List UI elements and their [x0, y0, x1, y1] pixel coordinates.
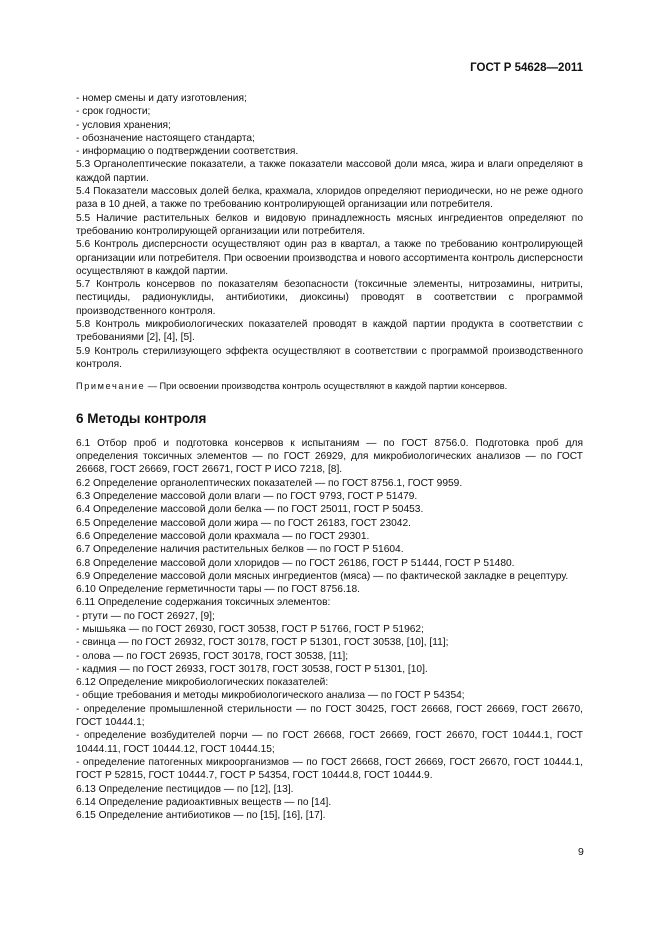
- list-item: - кадмия — по ГОСТ 26933, ГОСТ 30178, ГОСТ 30538, ГОСТ Р 51301, [10].: [76, 663, 428, 675]
- list-item: - условия хранения;: [76, 119, 171, 131]
- list-item: - олова — по ГОСТ 26935, ГОСТ 30178, ГОСТ 30538, [11];: [76, 650, 349, 662]
- section-6-heading: 6 Методы контроля: [76, 410, 207, 426]
- paragraph-6-15: 6.15 Определение антибиотиков — по [15], [16], [17].: [76, 810, 326, 822]
- list-item: - информацию о подтверждении соответствия.: [76, 146, 299, 158]
- paragraph-5-5: 5.5 Наличие растительных белков и видовую принадлежность мясных ингредиентов определяют по требованию контролирующей организации или потребителя.: [76, 212, 583, 237]
- paragraph-5-8: 5.8 Контроль микробиологических показателей проводят в каждой партии продукта в соответствии с требованиями [2], [4], [5].: [76, 319, 583, 344]
- list-item: - определение возбудителей порчи — по ГОСТ 26668, ГОСТ 26669, ГОСТ 26670, ГОСТ 10444.1, ГОСТ 10444.11, ГОСТ 10444.12, ГОСТ 10444.15;: [76, 730, 583, 755]
- paragraph-6-14: 6.14 Определение радиоактивных веществ — по [14].: [76, 796, 332, 808]
- paragraph-6-4: 6.4 Определение массовой доли белка — по ГОСТ 25011, ГОСТ Р 50453.: [76, 504, 424, 516]
- paragraph-6-12: 6.12 Определение микробиологических показателей:: [76, 677, 329, 689]
- list-item: - обозначение настоящего стандарта;: [76, 132, 255, 144]
- paragraph-6-6: 6.6 Определение массовой доли крахмала — по ГОСТ 29301.: [76, 530, 370, 542]
- paragraph-6-10: 6.10 Определение герметичности тары — по ГОСТ 8756.18.: [76, 584, 360, 596]
- note-label: Примечание: [76, 381, 146, 392]
- paragraph-6-8: 6.8 Определение массовой доли хлоридов — по ГОСТ 26186, ГОСТ Р 51444, ГОСТ Р 51480.: [76, 557, 515, 569]
- list-item: - мышьяка — по ГОСТ 26930, ГОСТ 30538, ГОСТ Р 51766, ГОСТ Р 51962;: [76, 623, 424, 635]
- page-number: 9: [578, 846, 584, 858]
- note-text: — При освоении производства контроль осуществляют в каждой партии консервов.: [145, 381, 508, 392]
- paragraph-6-3: 6.3 Определение массовой доли влаги — по ГОСТ 9793, ГОСТ Р 51479.: [76, 491, 418, 503]
- paragraph-5-7: 5.7 Контроль консервов по показателям безопасности (токсичные элементы, нитрозамины, нитриты, пестициды, радионуклиды, антибиотики, диоксины) проводят в соответствии с программой производственного контроля.: [76, 279, 583, 317]
- document-header: ГОСТ Р 54628—2011: [470, 62, 583, 74]
- paragraph-5-6: 5.6 Контроль дисперсности осуществляют один раз в квартал, а также по требованию контролирующей организации или потребителя. При освоении производства и нового ассортимента контроль дисперсности осуществляют в каждой партии.: [76, 239, 583, 277]
- list-item: - определение патогенных микроорганизмов — по ГОСТ 26668, ГОСТ 26669, ГОСТ 26670, ГОСТ 10444.1, ГОСТ Р 52815, ГОСТ 10444.7, ГОСТ Р 54354, ГОСТ 10444.8, ГОСТ 10444.9.: [76, 756, 583, 782]
- paragraph-6-13: 6.13 Определение пестицидов — по [12], [13].: [76, 783, 294, 795]
- note: [76, 380, 583, 393]
- list-item: - срок годности;: [76, 106, 151, 118]
- paragraph-6-5: 6.5 Определение массовой доли жира — по ГОСТ 26183, ГОСТ 23042.: [76, 517, 411, 529]
- list-item: - определение промышленной стерильности — по ГОСТ 30425, ГОСТ 26668, ГОСТ 26669, ГОСТ 26670, ГОСТ 10444.1;: [76, 703, 583, 729]
- list-item: - ртути — по ГОСТ 26927, [9];: [76, 610, 215, 622]
- paragraph-6-9: 6.9 Определение массовой доли мясных ингредиентов (мяса) — по фактической закладке в рецептуру.: [76, 570, 569, 582]
- paragraph-6-7: 6.7 Определение наличия растительных белков — по ГОСТ Р 51604.: [76, 544, 404, 556]
- paragraph-5-9: 5.9 Контроль стерилизующего эффекта осуществляют в соответствии с программой производственного контроля.: [76, 345, 583, 370]
- paragraph-6-2: 6.2 Определение органолептических показателей — по ГОСТ 8756.1, ГОСТ 9959.: [76, 477, 463, 489]
- list-item: - свинца — по ГОСТ 26932, ГОСТ 30178, ГОСТ Р 51301, ГОСТ 30538, [10], [11];: [76, 637, 449, 649]
- list-item: - номер смены и дату изготовления;: [76, 93, 247, 104]
- paragraph-6-1: 6.1 Отбор проб и подготовка консервов к испытаниям — по ГОСТ 8756.0. Подготовка проб для определения токсичных элементов — по ГОСТ 26929, для микробиологических анализов — по ГОСТ 26668, ГОСТ 26669, ГОСТ 26671, ГОСТ Р ИСО 7218, [8].: [76, 437, 583, 476]
- paragraph-5-3: 5.3 Органолептические показатели, а также показатели массовой доли мяса, жира и влаги определяют в каждой партии.: [76, 159, 583, 184]
- list-item: - общие требования и методы микробиологического анализа — по ГОСТ Р 54354;: [76, 690, 465, 702]
- page-content: [76, 92, 583, 822]
- paragraph-5-4: 5.4 Показатели массовых долей белка, крахмала, хлоридов определяют периодически, но не реже одного раза в 10 дней, а также по требованию контролирующей организации или потребителя.: [76, 186, 583, 211]
- paragraph-6-11: 6.11 Определение содержания токсичных элементов:: [76, 597, 331, 609]
